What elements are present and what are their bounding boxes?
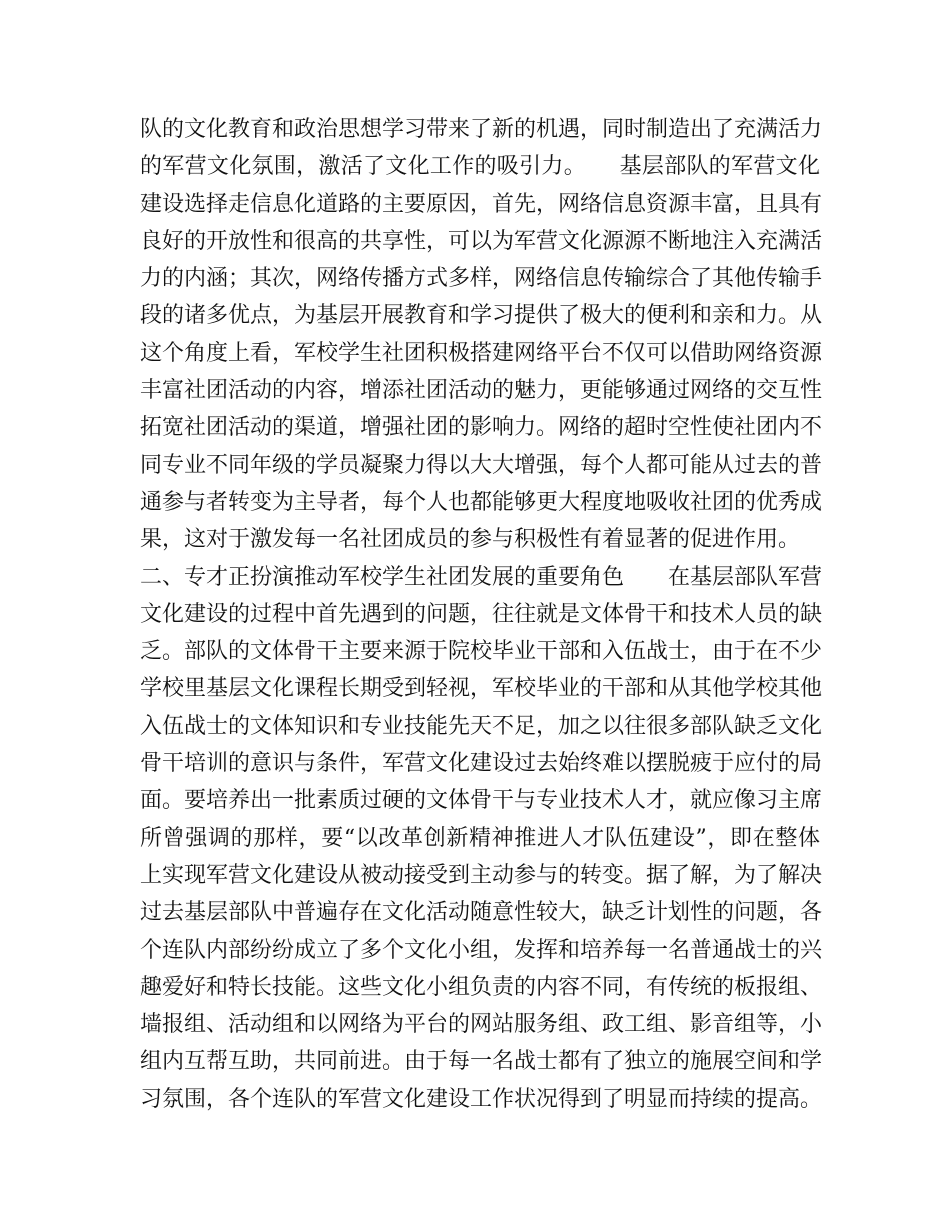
text-line: 建设选择走信息化道路的主要原因，首先，网络信息资源丰富，且具有 xyxy=(140,191,823,217)
text-line: 乏。部队的文体骨干主要来源于院校毕业干部和入伍战士，由于在不少 xyxy=(140,639,823,665)
text-line: 良好的开放性和很高的共享性，可以为军营文化源源不断地注入充满活 xyxy=(140,228,823,254)
text-line: 上实现军营文化建设从被动接受到主动参与的转变。据了解，为了解决 xyxy=(140,862,823,888)
text-line: 力的内涵；其次，网络传播方式多样，网络信息传输综合了其他传输手 xyxy=(140,266,823,292)
text-line: 这个角度上看，军校学生社团积极搭建网络平台不仅可以借助网络资源 xyxy=(140,340,823,366)
section-heading-line: 二、专才正扮演推动军校学生社团发展的重要角色 在基层部队军营 xyxy=(140,564,823,590)
text-line: 入伍战士的文体知识和专业技能先天不足，加之以往很多部队缺乏文化 xyxy=(140,713,823,739)
text-line: 队的文化教育和政治思想学习带来了新的机遇，同时制造出了充满活力 xyxy=(140,117,823,142)
text-line: 过去基层部队中普遍存在文化活动随意性较大，缺乏计划性的问题，各 xyxy=(140,900,823,926)
text-line: 面。要培养出一批素质过硬的文体骨干与专业技术人才，就应像习主席 xyxy=(140,788,823,814)
text-line: 墙报组、活动组和以网络为平台的网站服务组、政工组、影音组等，小 xyxy=(140,1012,823,1038)
text-line: 骨干培训的意识与条件，军营文化建设过去始终难以摆脱疲于应付的局 xyxy=(140,751,823,777)
text-line: 果，这对于激发每一名社团成员的参与积极性有着显著的促进作用。 xyxy=(140,527,801,553)
text-line: 段的诸多优点，为基层开展教育和学习提供了极大的便利和亲和力。从 xyxy=(140,303,823,329)
text-line: 个连队内部纷纷成立了多个文化小组，发挥和培养每一名普通战士的兴 xyxy=(140,937,823,963)
text-line: 同专业不同年级的学员凝聚力得以大大增强，每个人都可能从过去的普 xyxy=(140,452,823,478)
text-line: 的军营文化氛围，激活了文化工作的吸引力。 基层部队的军营文化 xyxy=(140,154,820,180)
text-line: 习氛围，各个连队的军营文化建设工作状况得到了明显而持续的提高。 xyxy=(140,1086,823,1112)
text-line: 所曾强调的那样，要“以改革创新精神推进人才队伍建设”，即在整体 xyxy=(140,825,820,851)
text-line: 文化建设的过程中首先遇到的问题，往往就是文体骨干和技术人员的缺 xyxy=(140,601,823,627)
text-line: 组内互帮互助，共同前进。由于每一名战士都有了独立的施展空间和学 xyxy=(140,1049,823,1075)
text-line: 丰富社团活动的内容，增添社团活动的魅力，更能够通过网络的交互性 xyxy=(140,378,823,404)
text-line: 学校里基层文化课程长期受到轻视，军校毕业的干部和从其他学校其他 xyxy=(140,676,823,702)
text-line: 拓宽社团活动的渠道，增强社团的影响力。网络的超时空性使社团内不 xyxy=(140,415,823,441)
body-text xyxy=(140,111,823,1118)
text-line: 通参与者转变为主导者，每个人也都能够更大程度地吸收社团的优秀成 xyxy=(140,489,823,515)
text-line: 趣爱好和特长技能。这些文化小组负责的内容不同，有传统的板报组、 xyxy=(140,974,823,1000)
